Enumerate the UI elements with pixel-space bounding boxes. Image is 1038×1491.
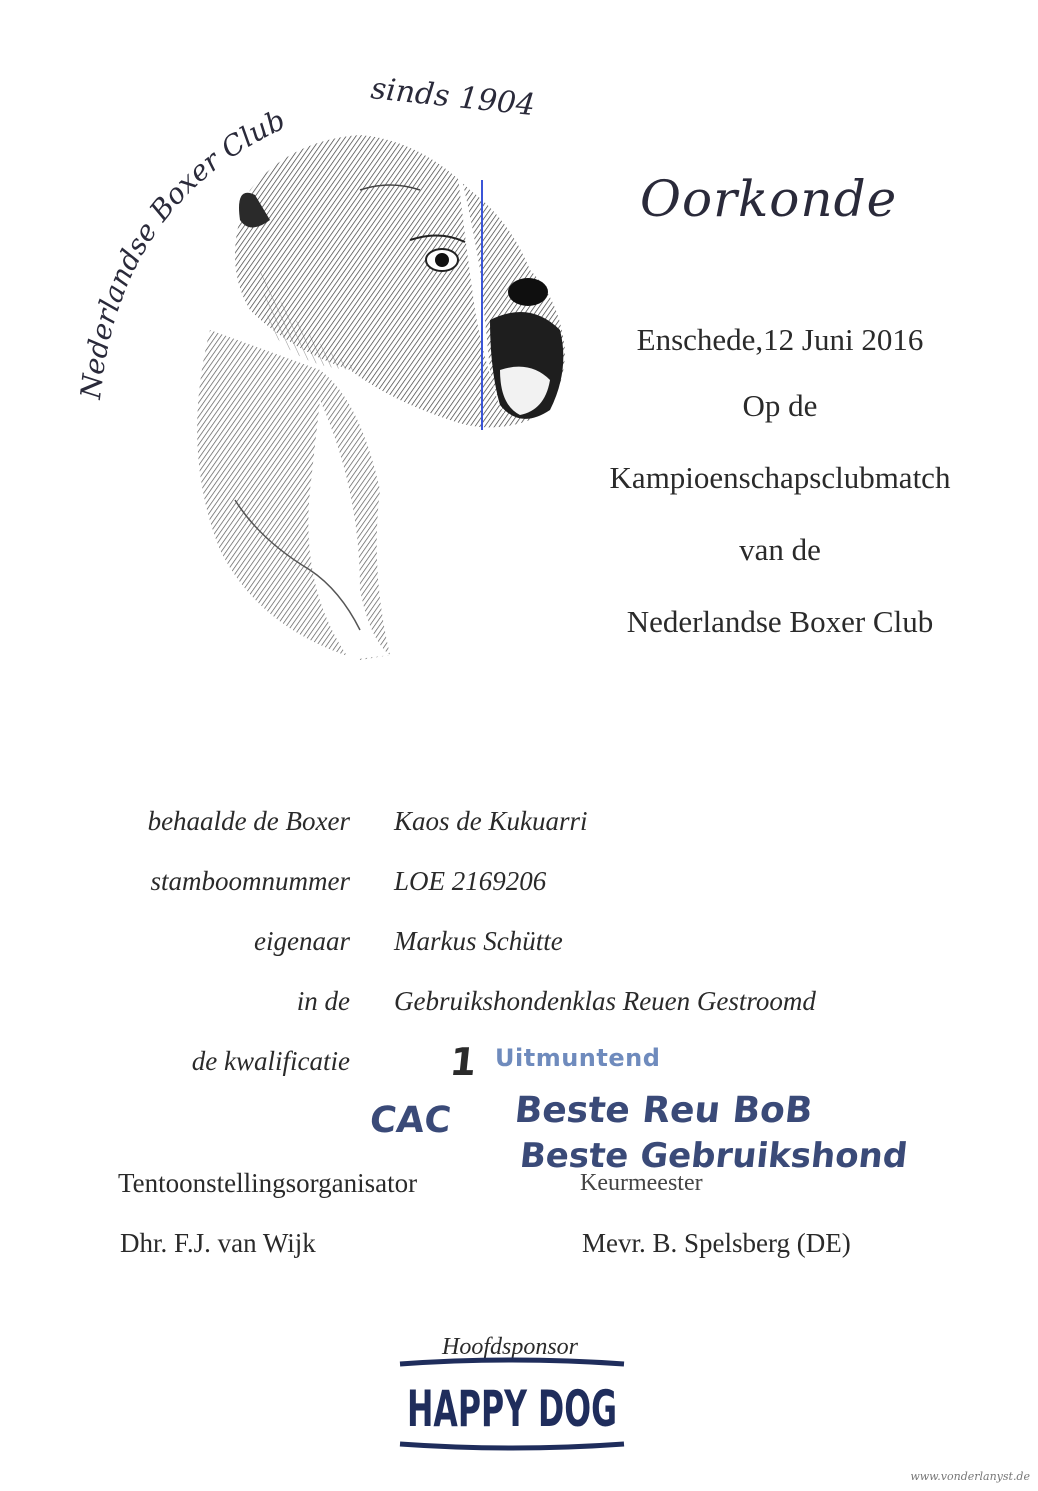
judge-name: Mevr. B. Spelsberg (DE)	[582, 1228, 851, 1258]
judge-label: Keurmeester	[580, 1170, 703, 1196]
handwritten-rank: 1	[447, 1040, 479, 1084]
label-pedigree: stamboomnummer	[150, 866, 350, 896]
sponsor-brand: HAPPY DOG	[407, 1380, 617, 1438]
value-class: Gebruikshondenklas Reuen Gestroomd	[394, 986, 816, 1016]
value-pedigree: LOE 2169206	[394, 866, 547, 896]
qualification-stamp: Uitmuntend	[495, 1044, 661, 1072]
watermark: www.vonderlanyst.de	[910, 1470, 1030, 1483]
logo-since-text: sinds 1904	[369, 71, 537, 124]
label-boxer: behaalde de Boxer	[147, 806, 350, 836]
intro-line-3: van de	[739, 532, 821, 567]
value-owner: Markus Schütte	[394, 926, 563, 956]
club-name: Nederlandse Boxer Club	[626, 604, 934, 639]
event-name: Kampioenschapsclubmatch	[609, 460, 951, 495]
label-qualification: de kwalificatie	[191, 1046, 350, 1076]
certificate-title: Oorkonde	[640, 170, 898, 228]
place-date: Enschede,12 Juni 2016	[636, 322, 924, 357]
label-owner: eigenaar	[254, 926, 350, 956]
logo-arc-text: Nederlandse Boxer Club	[74, 103, 291, 401]
boxer-dog-sketch	[197, 135, 565, 660]
handwritten-cac: CAC	[367, 1100, 453, 1141]
happy-dog-logo	[396, 1358, 628, 1450]
value-boxer: Kaos de Kukuarri	[394, 806, 588, 836]
label-class: in de	[296, 986, 350, 1016]
intro-line-1: Op de	[742, 388, 818, 423]
handwritten-award-2: Beste Gebruikshond	[517, 1136, 910, 1176]
handwritten-award-1: Beste Reu BoB	[512, 1090, 815, 1131]
sponsor-label: Hoofdsponsor	[441, 1334, 579, 1360]
club-logo	[60, 70, 580, 670]
organizer-name: Dhr. F.J. van Wijk	[120, 1228, 316, 1258]
organizer-label: Tentoonstellingsorganisator	[118, 1168, 418, 1198]
